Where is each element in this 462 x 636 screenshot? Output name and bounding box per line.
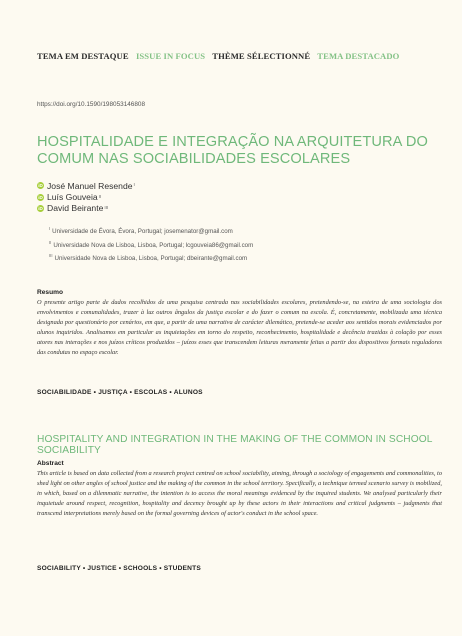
abstract-heading: Abstract <box>37 460 64 467</box>
author-list <box>37 180 135 214</box>
section-header <box>37 51 437 61</box>
affiliation-marker: I <box>49 226 51 231</box>
author-item <box>37 203 135 214</box>
header-item-es: TEMA DESTACADO <box>317 51 400 61</box>
resumo-text: O presente artigo parte de dados recolhidos de uma pesquisa centrada nas sociabilidades escolares, pretendendo-se, na esteira de uma sociologia dos envolvimentos e comunalidades, trazer à luz outros ângulos da justiça escolar e do fazer o comum na escola. É, concretamente, mobilizada uma técnica designada por questionário por cenários, em que, a partir de uma narrativa de carácter dilemático, pretende-se aceder aos sentidos morais evidenciados por alunos inquiridos. Analisamos em particular as inquietações em torno do respeito, reconhecimento, hospitalidade e decência trazidas à colação por esses atores nas interações e nos juízos críticos produzidos – juízos esses que transcendem leituras meramente feitas a partir dos dispositivos formais reguladores das condutas no espaço escolar. <box>37 299 442 356</box>
abstract-text: This article is based on data collected from a research project centred on school sociability, aiming, through a sociology of engagements and commonalities, to shed light on other angles of school justice and the making of the common in the school territory. Specifically, a technique termed scenario survey is mobilized, in which, based on a dilemmatic narrative, the intention is to access the moral meanings evidenced by the inquired students. We analysed particularly their inquietude around respect, recognition, hospitality and decency brought up by these actors in their interactions and critical judgments – judgments that transcend interpretations merely based on the formal governing devices of actor's conduct in the school space. <box>37 470 442 517</box>
affiliation-item <box>49 253 253 267</box>
author-affil-marker: II <box>98 194 102 200</box>
orcid-icon[interactable]: iD <box>38 205 43 211</box>
article-title-pt: HOSPITALIDADE E INTEGRAÇÃO NA ARQUITETURA DO COMUM NAS SOCIABILIDADES ESCOLARES <box>37 134 428 167</box>
author-affil-marker: III <box>104 205 109 211</box>
abstract-keywords: SOCIABILITY • JUSTICE • SCHOOLS • STUDENTS <box>37 565 201 572</box>
orcid-icon[interactable]: iD <box>38 183 43 189</box>
affiliation-text: Universidade Nova de Lisboa, Lisboa, Portugal; dbeirante@gmail.com <box>54 255 248 263</box>
header-item-pt: TEMA EM DESTAQUE <box>37 51 129 61</box>
header-item-fr: THÈME SÉLECTIONNÉ <box>212 51 311 61</box>
header-item-en: ISSUE IN FOCUS <box>135 51 206 61</box>
affiliation-item <box>49 240 253 254</box>
doi-link[interactable]: https://doi.org/10.1590/198053146808 <box>37 101 146 108</box>
author-name: David Beirante <box>47 203 104 214</box>
resumo-keywords: SOCIABILIDADE • JUSTIÇA • ESCOLAS • ALUNOS <box>37 389 203 396</box>
affiliation-text: Universidade de Évora, Évora, Portugal; josemenator@gmail.com <box>52 228 233 236</box>
author-name: José Manuel Resende <box>47 180 133 191</box>
author-item <box>37 180 135 191</box>
affiliation-text: Universidade Nova de Lisboa, Lisboa, Portugal; lcgouveia86@gmail.com <box>53 241 254 249</box>
orcid-icon[interactable]: iD <box>38 194 43 200</box>
resumo-heading: Resumo <box>37 289 64 296</box>
affiliation-marker: III <box>49 253 53 259</box>
author-item <box>37 191 135 202</box>
article-title-en: HOSPITALITY AND INTEGRATION IN THE MAKING OF THE COMMON IN SCHOOL SOCIABILITY <box>37 434 433 456</box>
author-name: Luís Gouveia <box>47 192 98 203</box>
author-affil-marker: I <box>133 183 135 189</box>
affiliation-marker: II <box>49 239 52 245</box>
affiliation-list <box>49 226 253 267</box>
affiliation-item <box>49 226 253 240</box>
